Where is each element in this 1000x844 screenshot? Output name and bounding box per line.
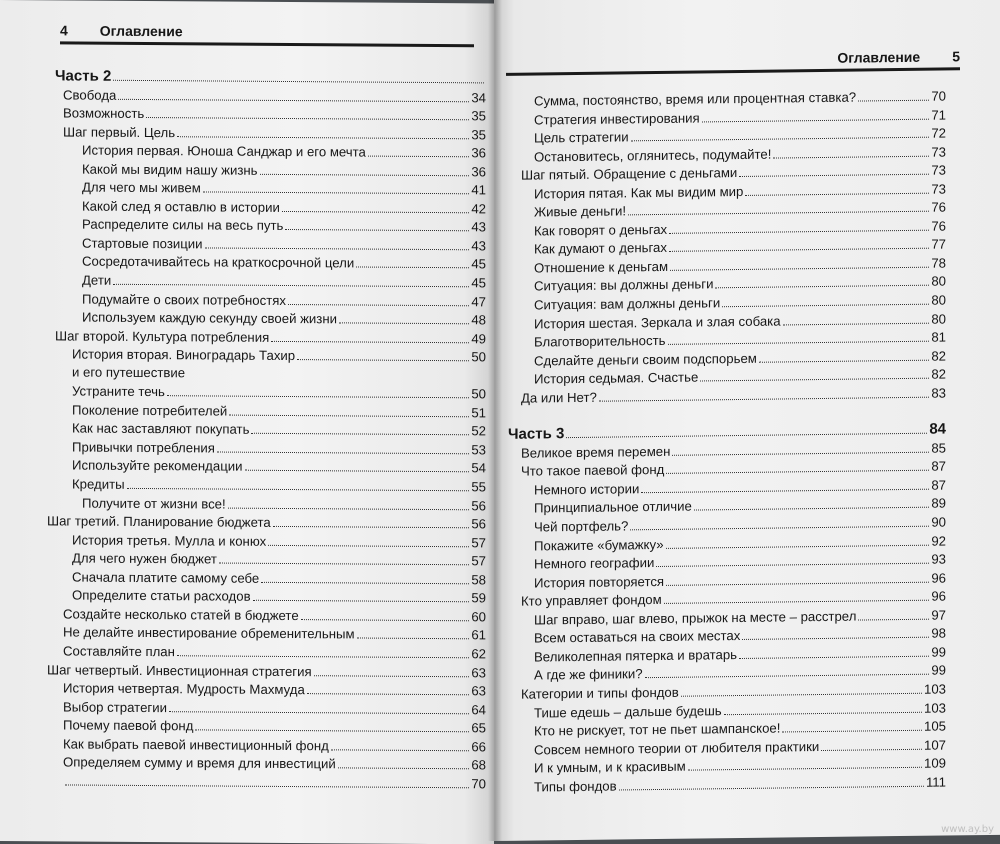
toc-entry-title: Свобода: [63, 86, 117, 103]
toc-entry-title: История третья. Мулла и конюх: [72, 532, 267, 549]
toc-dot-leader: [301, 606, 470, 621]
toc-entry-page: 85: [931, 440, 946, 456]
toc-entry-page: 71: [931, 107, 946, 123]
toc-entry-title: Какой мы видим нашу жизнь: [82, 161, 258, 178]
toc-entry-page: 87: [931, 458, 946, 475]
toc-dot-leader: [645, 661, 930, 678]
toc-entry-page: 64: [471, 701, 486, 717]
toc-entry-page: 63: [471, 683, 486, 699]
toc-entry-page: 97: [931, 607, 946, 623]
toc-dot-leader: [715, 272, 929, 289]
toc-entry-title: Отношение к деньгам: [534, 258, 669, 276]
toc-dot-leader: [739, 161, 929, 177]
toc-entry-title: Часть 2: [55, 67, 112, 85]
toc-entry-page: 48: [471, 312, 486, 328]
toc-dot-leader: [260, 161, 470, 176]
toc-entry-page: 73: [931, 181, 946, 197]
toc-dot-leader: [628, 198, 929, 216]
toc-dot-leader: [245, 457, 470, 473]
toc-entry-page: 76: [931, 218, 946, 234]
toc-entry-title: Великолепная пятерка и вратарь: [534, 646, 738, 665]
toc-entry-title: Получите от жизни все!: [82, 495, 226, 512]
toc-entry-title: Благотворительность: [534, 333, 666, 350]
toc-entry-title: Шаг второй. Культура потребления: [55, 328, 270, 345]
toc-entry-title: Часть 3: [508, 425, 565, 444]
toc-entry: [0, 418, 486, 440]
toc-entry-page: 103: [923, 699, 946, 716]
toc-dot-leader: [566, 420, 927, 438]
toc-dot-leader: [127, 475, 470, 491]
toc-entry-title: Немного истории: [534, 481, 640, 498]
toc-dot-leader: [664, 587, 930, 604]
toc-dot-leader: [694, 494, 929, 511]
toc-entry-page: 57: [471, 553, 486, 569]
toc-entry-page: 53: [471, 442, 486, 458]
toc-entry-title: Принципиальное отличие: [534, 499, 692, 516]
toc-entry-title: История седьмая. Счастье: [534, 369, 699, 387]
toc-dot-leader: [253, 587, 470, 603]
toc-entry-page: 47: [471, 293, 486, 309]
toc-entry: [0, 734, 486, 756]
toc-dot-leader: [702, 105, 930, 122]
toc-entry-title: Тише едешь – дальше будешь: [534, 702, 722, 721]
toc-entry-title: Шаг вправо, шаг влево, прыжок на месте – расстрел: [534, 608, 857, 628]
toc-dot-leader: [666, 568, 929, 585]
toc-entry-page: 42: [471, 201, 486, 217]
toc-dot-leader: [599, 383, 930, 401]
toc-entry-page: 52: [471, 423, 486, 439]
toc-dot-leader: [65, 771, 469, 788]
toc-entry-page: 82: [931, 348, 946, 364]
toc-entry-title: Какой след я оставлю в истории: [82, 198, 280, 215]
toc-dot-leader: [217, 438, 469, 454]
toc-entry-page: 35: [471, 126, 486, 143]
toc-entry: [0, 400, 486, 422]
toc-entry-page: 45: [471, 275, 486, 291]
toc-dot-leader: [177, 642, 469, 658]
toc-entry-title: Цель стратегии: [534, 129, 629, 146]
toc-entry: [0, 381, 486, 403]
toc-entry-title: Сумма, постоянство, время или процентная ставка?: [534, 89, 857, 109]
toc-dot-leader: [113, 271, 469, 287]
toc-entry-page: 90: [931, 514, 946, 530]
toc-entry-title: Определите статьи расходов: [72, 587, 251, 605]
toc-dot-leader: [331, 736, 470, 751]
toc-entry-title: Сделайте деньги своим подспорьем: [534, 350, 757, 369]
toc-entry-title: Всем оставаться на своих местах: [534, 628, 741, 646]
toc-dot-leader: [307, 680, 470, 695]
toc-entry-page: 49: [471, 330, 486, 347]
toc-entry-title: Стартовые позиции: [82, 235, 203, 252]
toc-dot-leader: [858, 87, 929, 102]
toc-entry-title: Как думают о деньгах: [534, 240, 667, 257]
toc-entry-title: Составляйте план: [63, 643, 175, 660]
toc-entry-title: Кто управляет фондом: [521, 592, 662, 609]
toc-dot-leader: [185, 377, 486, 379]
toc-entry: [0, 715, 486, 737]
toc-dot-leader: [630, 513, 929, 531]
toc-entry-title: и его путешествие: [72, 364, 186, 381]
left-page: [0, 0, 494, 844]
toc-entry-title: Сначала платите самому себе: [72, 569, 260, 586]
toc-dot-leader: [339, 309, 469, 324]
toc-dot-leader: [219, 550, 469, 566]
toc-dot-leader: [759, 346, 929, 362]
toc-entry-title: Возможность: [63, 105, 145, 122]
toc-dot-leader: [722, 291, 929, 308]
toc-dot-leader: [356, 254, 469, 269]
running-head-title: Оглавление: [837, 48, 921, 66]
toc-entry-page: 36: [471, 164, 486, 180]
toc-entry-page: 81: [931, 329, 946, 345]
toc-entry-title: Как говорят о деньгах: [534, 221, 668, 239]
toc-dot-leader: [745, 179, 929, 195]
toc-entry-page: 43: [471, 219, 486, 235]
toc-entry-title: Совсем немного теории от любителя практики: [534, 738, 820, 758]
toc-entry-title: Да или Нет?: [521, 389, 597, 406]
toc-entry-page: 50: [471, 349, 486, 365]
toc-entry-page: 45: [471, 256, 486, 272]
toc-entry: [0, 103, 486, 125]
toc-entry: [0, 585, 486, 607]
toc-dot-leader: [146, 104, 469, 120]
running-head-left: [60, 22, 474, 47]
toc-entry: [0, 622, 486, 644]
toc-dot-leader: [782, 717, 922, 733]
toc-dot-leader: [195, 717, 469, 733]
toc-entry-page: 41: [471, 182, 486, 198]
toc-entry-title: Создайте несколько статей в бюджете: [63, 606, 299, 623]
toc-entry-page: 96: [931, 570, 946, 586]
toc-dot-leader: [273, 513, 470, 528]
toc-entry-title: Шаг пятый. Обращение с деньгами: [521, 165, 738, 183]
toc-entry-title: История вторая. Виноградарь Тахир: [72, 346, 296, 364]
toc-entry-page: 83: [931, 385, 946, 401]
toc-dot-leader: [268, 532, 469, 547]
toc-entry-title: История пятая. Как мы видим мир: [534, 183, 744, 202]
toc-entry-page: 59: [471, 590, 486, 606]
toc-entry-page: 54: [471, 460, 486, 476]
toc-dot-leader: [773, 142, 929, 158]
toc-dot-leader: [169, 698, 469, 714]
toc-entry-title: Для чего мы живем: [82, 179, 201, 196]
toc-dot-leader: [641, 476, 929, 494]
toc-entry-page: 107: [923, 737, 946, 753]
toc-entry-title: И к умным, и к красивым: [534, 758, 686, 776]
toc-dot-leader: [282, 198, 470, 213]
toc-entry-page: 56: [471, 497, 486, 513]
toc-entry-page: 70: [931, 88, 946, 104]
toc-entry-title: Немного географии: [534, 555, 655, 572]
toc-entry: [0, 363, 486, 385]
toc-entry-page: 73: [931, 144, 946, 160]
toc-entry: [0, 122, 486, 144]
toc-dot-leader: [203, 179, 470, 195]
toc-entry-title: Используем каждую секунду своей жизни: [82, 309, 337, 327]
toc-entry: [0, 771, 486, 793]
toc-dot-leader: [669, 235, 929, 252]
toc-entry-page: 98: [931, 625, 946, 641]
toc-entry-page: 77: [931, 236, 946, 253]
toc-entry-title: Остановитесь, оглянитесь, подумайте!: [534, 146, 772, 165]
toc-entry: [0, 511, 486, 533]
toc-dot-leader: [670, 254, 929, 271]
toc-entry-title: Почему паевой фонд: [63, 717, 194, 734]
toc-entry-page: 80: [931, 311, 946, 327]
toc-entry-title: Чей портфель?: [534, 518, 629, 535]
toc-entry-title: Стратегия инвестирования: [534, 110, 700, 128]
toc-entry-page: 61: [471, 627, 486, 643]
toc-dot-leader: [681, 680, 922, 697]
toc-entry-title: Что такое паевой фонд: [521, 462, 665, 480]
toc-entry-page: 58: [471, 572, 486, 588]
toc-dot-leader: [656, 550, 929, 567]
running-head-right: [506, 48, 960, 76]
toc-entry-page: 82: [931, 366, 946, 382]
toc-dot-leader: [724, 698, 922, 714]
toc-entry-page: 87: [931, 477, 946, 493]
toc-dot-leader: [251, 420, 469, 436]
toc-dot-leader: [858, 605, 929, 620]
toc-dot-leader: [672, 439, 929, 456]
toc-entry-page: 92: [931, 533, 946, 549]
toc-dot-leader: [666, 531, 930, 548]
toc-entry-title: Шаг первый. Цель: [63, 124, 176, 140]
toc-entry-title: Как нас заставляют покупать: [72, 420, 250, 438]
toc-entry-title: Подумайте о своих потребностях: [82, 291, 287, 308]
watermark: www.ay.by: [941, 824, 994, 835]
toc-entry: [0, 530, 486, 552]
toc-entry-title: Выбор стратегии: [63, 699, 167, 715]
toc-dot-leader: [668, 328, 930, 345]
toc-entry-title: Для чего нужен бюджет: [72, 550, 217, 567]
toc-entry-title: Используйте рекомендации: [72, 457, 243, 475]
toc-entry: [0, 678, 486, 700]
toc-entry-page: 78: [931, 255, 946, 271]
toc-entry-page: 56: [471, 516, 486, 532]
toc-entry-title: А где же финики?: [534, 666, 643, 683]
toc-entry-title: История четвертая. Мудрость Махмуда: [63, 680, 305, 698]
toc-dot-leader: [285, 216, 469, 231]
toc-entry-page: 36: [471, 145, 486, 161]
toc-entry: [0, 455, 486, 477]
toc-entry-page: 51: [471, 405, 486, 421]
toc-entry-page: 62: [471, 646, 486, 662]
toc-entry-title: Привычки потребления: [72, 439, 215, 456]
toc-dot-leader: [688, 754, 922, 771]
running-head-title: Оглавление: [99, 22, 183, 40]
toc-dot-leader: [177, 123, 469, 139]
toc-entry-page: 34: [471, 89, 486, 105]
toc-entry-page: 109: [923, 755, 946, 771]
toc-entry: [0, 604, 486, 626]
toc-entry-title: Покажите «бумажку»: [534, 536, 664, 554]
toc-entry-title: Определяем сумму и время для инвестиций: [63, 754, 336, 772]
toc-entry-page: 66: [471, 738, 486, 755]
toc-entry-title: Шаг третий. Планирование бюджета: [47, 513, 271, 531]
toc-entry-page: 35: [471, 108, 486, 124]
toc-entry-page: 93: [931, 551, 946, 567]
page-number: 5: [952, 48, 960, 65]
toc-dot-leader: [118, 85, 469, 101]
toc-entry-title: Ситуация: вы должны деньги: [534, 276, 714, 294]
toc-dot-leader: [297, 346, 469, 361]
toc-dot-leader: [619, 772, 924, 790]
toc-entry-title: Сосредотачивайтесь на краткосрочной цели: [82, 254, 355, 271]
toc-dot-leader: [205, 234, 470, 250]
toc-entry-page: 99: [931, 644, 946, 660]
toc-entry-page: 80: [931, 273, 946, 290]
toc-entry-title: Распределите силы на весь путь: [82, 216, 284, 234]
toc-entry-page: 50: [471, 386, 486, 402]
toc-dot-leader: [368, 143, 469, 158]
toc-dot-leader: [821, 735, 922, 750]
toc-entry-page: 99: [931, 662, 946, 679]
toc-entry-title: Типы фондов: [534, 778, 617, 795]
toc-entry-page: 68: [471, 757, 486, 773]
toc-dot-leader: [338, 755, 470, 770]
toc-entry-title: Ситуация: вам должны деньги: [534, 295, 721, 313]
toc-dot-leader: [288, 291, 469, 306]
toc-entry-title: Как выбрать паевой инвестиционный фонд: [63, 736, 329, 753]
toc-entry-title: Кредиты: [72, 476, 125, 492]
toc-dot-leader: [228, 494, 470, 510]
toc-entry: [0, 548, 486, 570]
toc-entry: [0, 697, 486, 719]
toc-entry-title: История повторяется: [534, 573, 665, 591]
toc-entry-page: 63: [471, 664, 486, 680]
toc-entry-page: 73: [931, 162, 946, 178]
toc-entry-page: 105: [923, 718, 946, 734]
toc-entry-page: 70: [471, 776, 486, 792]
toc-entry: [0, 474, 486, 496]
toc-dot-leader: [739, 643, 929, 659]
toc-entry-title: Категории и типы фондов: [521, 684, 679, 702]
toc-entry-page: 43: [471, 238, 486, 254]
toc-entry-page: 96: [931, 588, 946, 604]
toc-entry-title: Не делайте инвестирование обременительным: [63, 624, 355, 642]
toc-entry-title: Шаг четвертый. Инвестиционная стратегия: [47, 661, 312, 679]
toc-entry-title: Поколение потребителей: [72, 402, 228, 419]
toc-list-left: [0, 66, 486, 793]
toc-part-heading: [0, 66, 486, 88]
toc-entry-title: Устраните течь: [72, 383, 165, 400]
toc-entry-page: 65: [471, 720, 486, 736]
toc-list-right: [494, 86, 946, 796]
toc-dot-leader: [783, 309, 930, 325]
toc-dot-leader: [261, 569, 469, 584]
toc-dot-leader: [700, 365, 929, 382]
toc-entry-page: 60: [471, 609, 486, 625]
toc-entry-page: 84: [929, 420, 946, 438]
toc-entry-page: 89: [931, 495, 946, 512]
toc-entry-page: 72: [931, 125, 946, 141]
toc-dot-leader: [113, 67, 484, 84]
toc-dot-leader: [631, 124, 930, 142]
toc-entry: [0, 326, 486, 348]
toc-dot-leader: [669, 217, 929, 234]
toc-entry-page: 57: [471, 534, 486, 551]
page-number: 4: [60, 22, 68, 39]
toc-entry: [0, 437, 486, 459]
toc-entry-page: 76: [931, 199, 946, 215]
toc-entry: [0, 641, 486, 663]
toc-dot-leader: [666, 457, 929, 474]
toc-entry-page: 111: [925, 774, 946, 790]
toc-entry: [0, 660, 486, 682]
toc-entry-page: 55: [471, 479, 486, 495]
toc-entry: [0, 85, 486, 107]
toc-dot-leader: [314, 662, 470, 677]
toc-entry-page: 80: [931, 292, 946, 308]
toc-entry-title: Великое время перемен: [521, 443, 671, 461]
toc-dot-leader: [742, 624, 929, 640]
toc-entry-title: История шестая. Зеркала и злая собака: [534, 313, 781, 332]
toc-dot-leader: [229, 401, 469, 417]
toc-dot-leader: [167, 382, 469, 398]
right-page: [494, 0, 1000, 841]
toc-entry: [0, 567, 486, 589]
toc-entry-title: Дети: [82, 272, 112, 288]
toc-entry-title: Кто не рискует, тот не пьет шампанское!: [534, 720, 781, 739]
toc-dot-leader: [357, 625, 470, 640]
toc-entry-page: 103: [923, 681, 946, 697]
toc-dot-leader: [271, 328, 469, 343]
toc-entry-title: История первая. Юноша Санджар и его мечта: [82, 142, 366, 160]
toc-entry-title: Живые деньги!: [534, 203, 627, 220]
